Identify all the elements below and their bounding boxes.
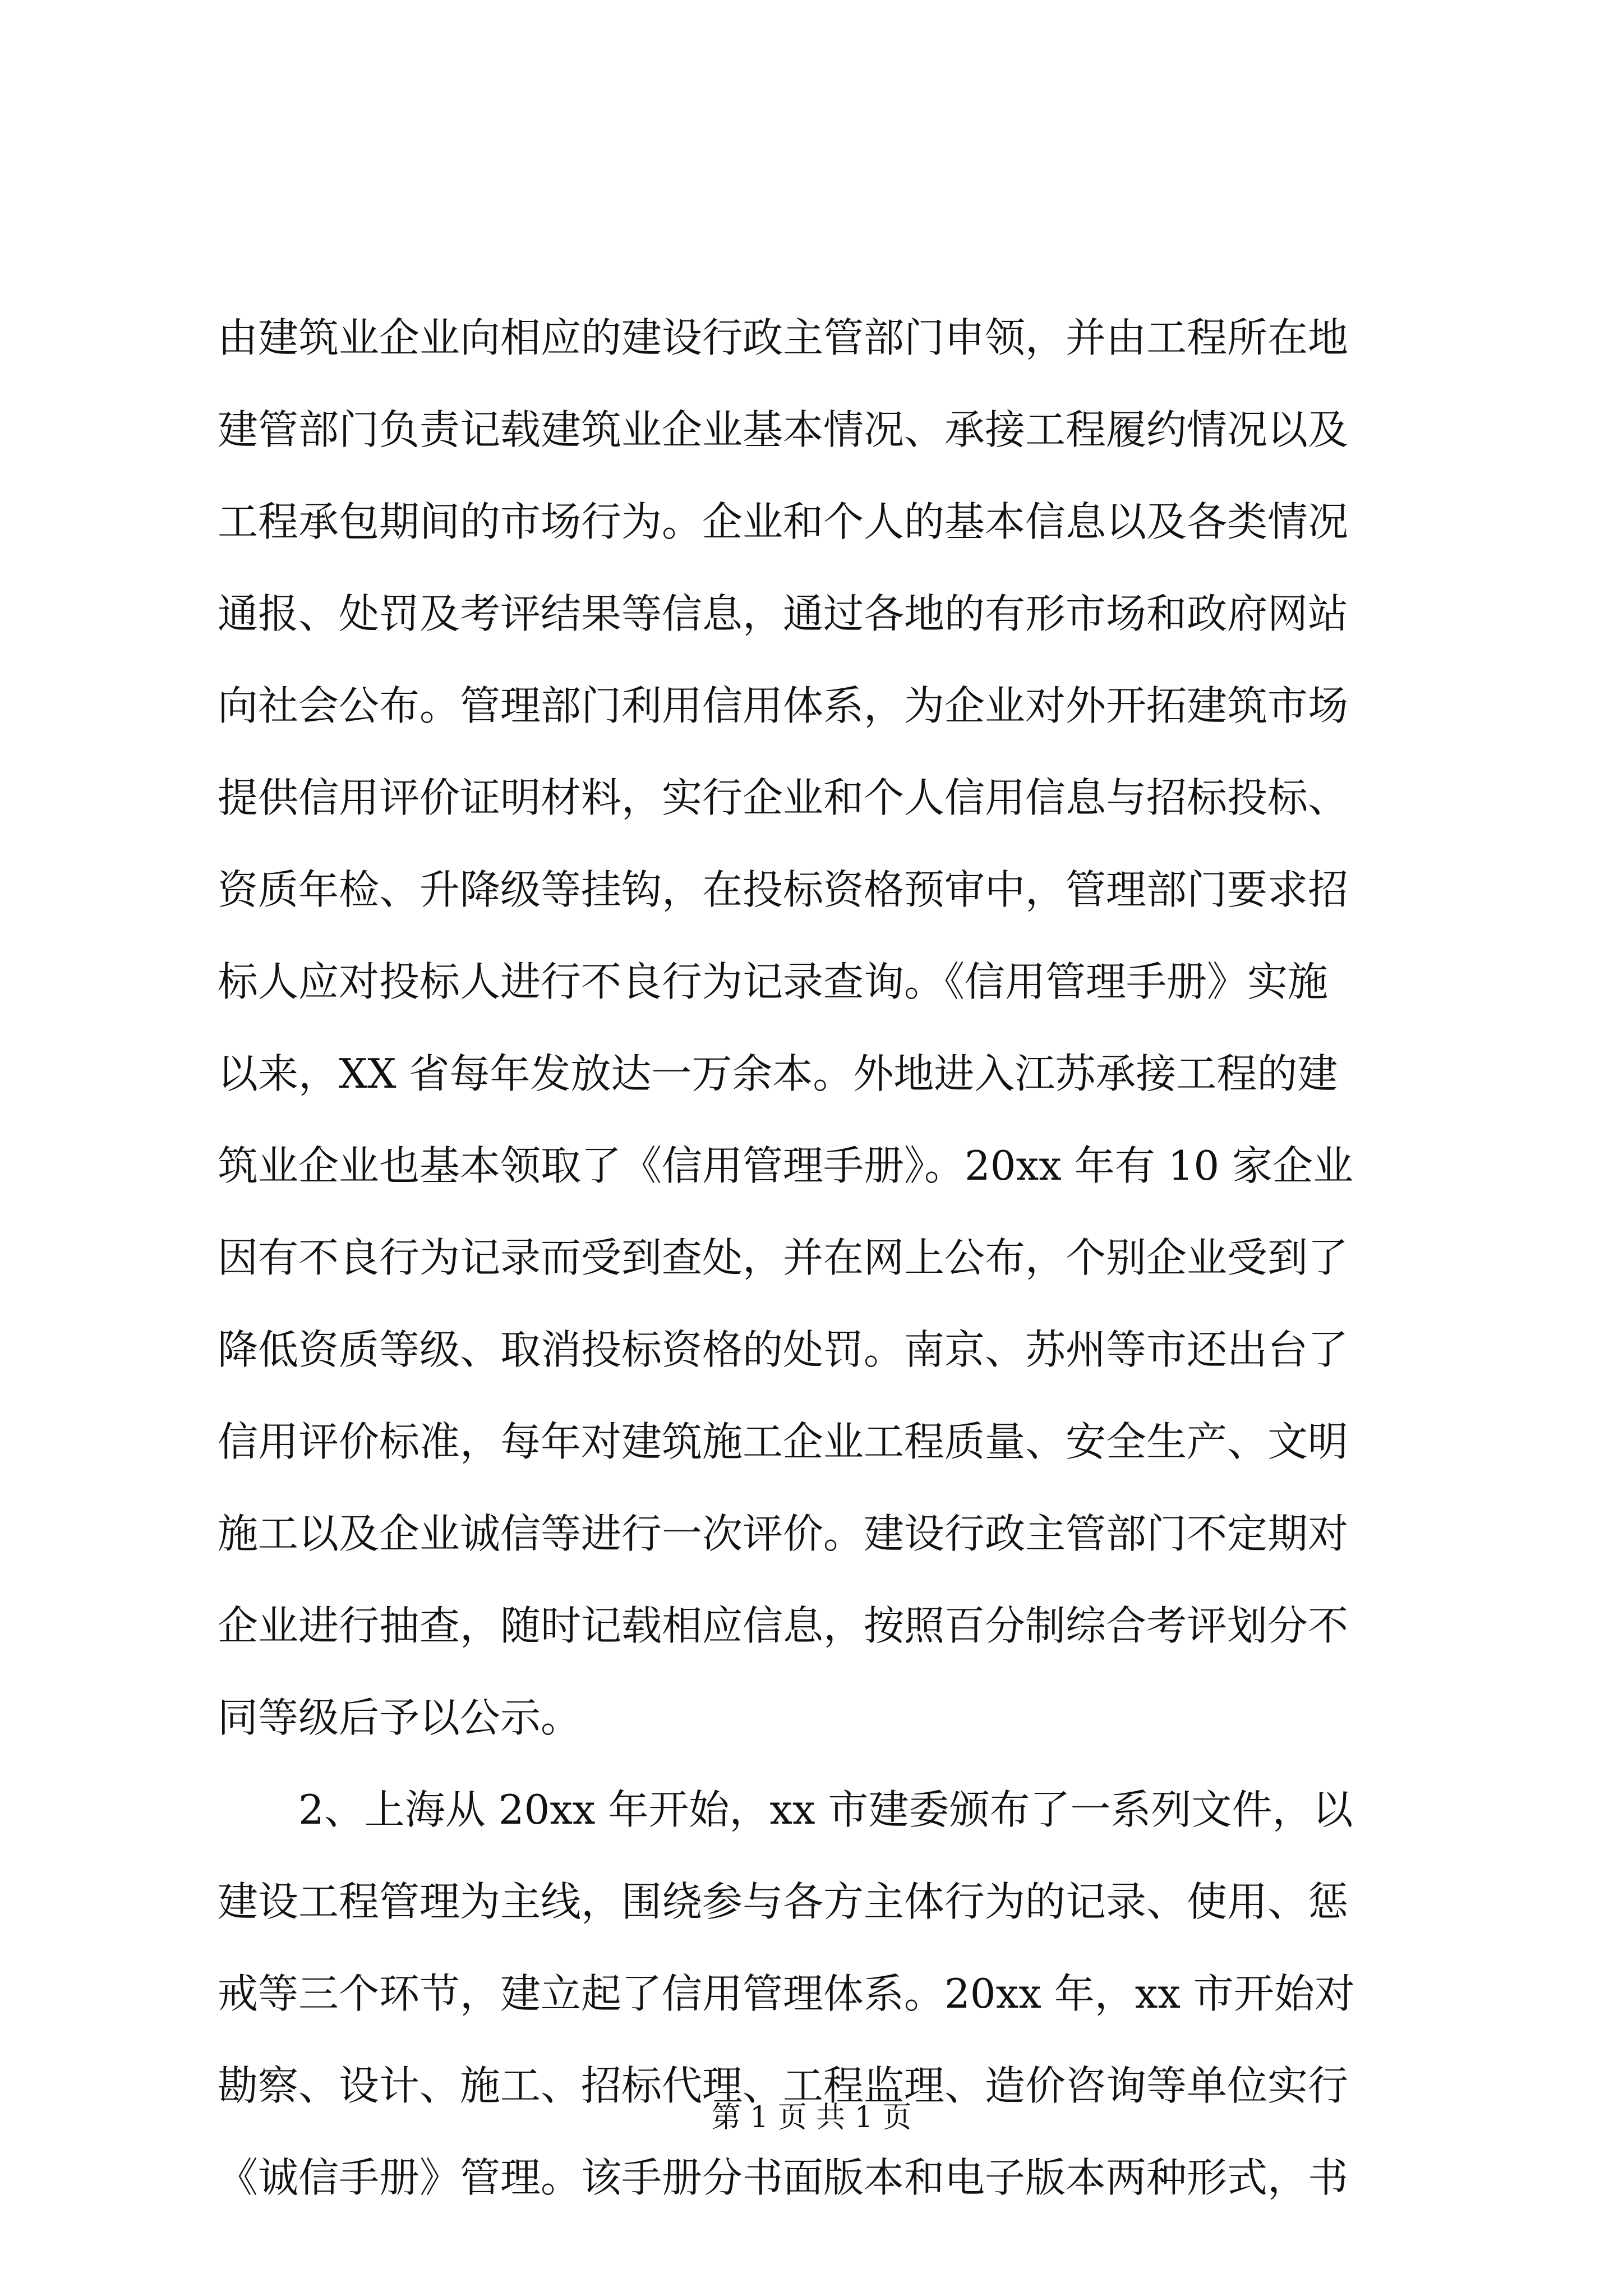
text-line: 因有不良行为记录而受到查处，并在网上公布，个别企业受到了 bbox=[218, 1234, 1349, 1281]
text-line: 提供信用评价证明材料，实行企业和个人信用信息与招标投标、 bbox=[218, 774, 1349, 821]
text-line: 企业进行抽查，随时记载相应信息，按照百分制综合考评划分不 bbox=[218, 1602, 1349, 1649]
text-line: 同等级后予以公示。 bbox=[218, 1694, 582, 1741]
text-line: 建管部门负责记载建筑业企业基本情况、承接工程履约情况以及 bbox=[218, 406, 1349, 453]
text-line: 向社会公布。管理部门利用信用体系，为企业对外开拓建筑市场 bbox=[218, 682, 1349, 729]
text-line: 标人应对投标人进行不良行为记录查询。《信用管理手册》实施 bbox=[218, 958, 1329, 1005]
text-line: 工程承包期间的市场行为。企业和个人的基本信息以及各类情况 bbox=[218, 498, 1349, 545]
text-line: 《诚信手册》管理。该手册分书面版本和电子版本两种形式，书 bbox=[218, 2154, 1349, 2201]
text-line: 筑业企业也基本领取了《信用管理手册》。20xx 年有 10 家企业 bbox=[218, 1142, 1354, 1189]
text-line: 资质年检、升降级等挂钩，在投标资格预审中，管理部门要求招 bbox=[218, 866, 1349, 913]
text-line: 由建筑业企业向相应的建设行政主管部门申领，并由工程所在地 bbox=[218, 314, 1349, 361]
paragraph-start-line: 2、上海从 20xx 年开始，xx 市建委颁布了一系列文件，以 bbox=[298, 1786, 1353, 1833]
text-line: 施工以及企业诚信等进行一次评价。建设行政主管部门不定期对 bbox=[218, 1510, 1349, 1557]
text-line: 信用评价标准，每年对建筑施工企业工程质量、安全生产、文明 bbox=[218, 1418, 1349, 1465]
text-line: 建设工程管理为主线，围绕参与各方主体行为的记录、使用、惩 bbox=[218, 1878, 1349, 1925]
text-line: 勘察、设计、施工、招标代理、工程监理、造价咨询等单位实行 bbox=[218, 2062, 1349, 2109]
page-footer: 第 1 页 共 1 页 bbox=[711, 2101, 912, 2134]
document-body bbox=[218, 292, 1413, 2224]
text-line: 戒等三个环节，建立起了信用管理体系。20xx 年，xx 市开始对 bbox=[218, 1970, 1355, 2017]
text-line: 以来，XX 省每年发放达一万余本。外地进入江苏承接工程的建 bbox=[218, 1050, 1338, 1097]
text-line: 降低资质等级、取消投标资格的处罚。南京、苏州等市还出台了 bbox=[218, 1326, 1349, 1373]
text-line: 通报、处罚及考评结果等信息，通过各地的有形市场和政府网站 bbox=[218, 590, 1349, 637]
